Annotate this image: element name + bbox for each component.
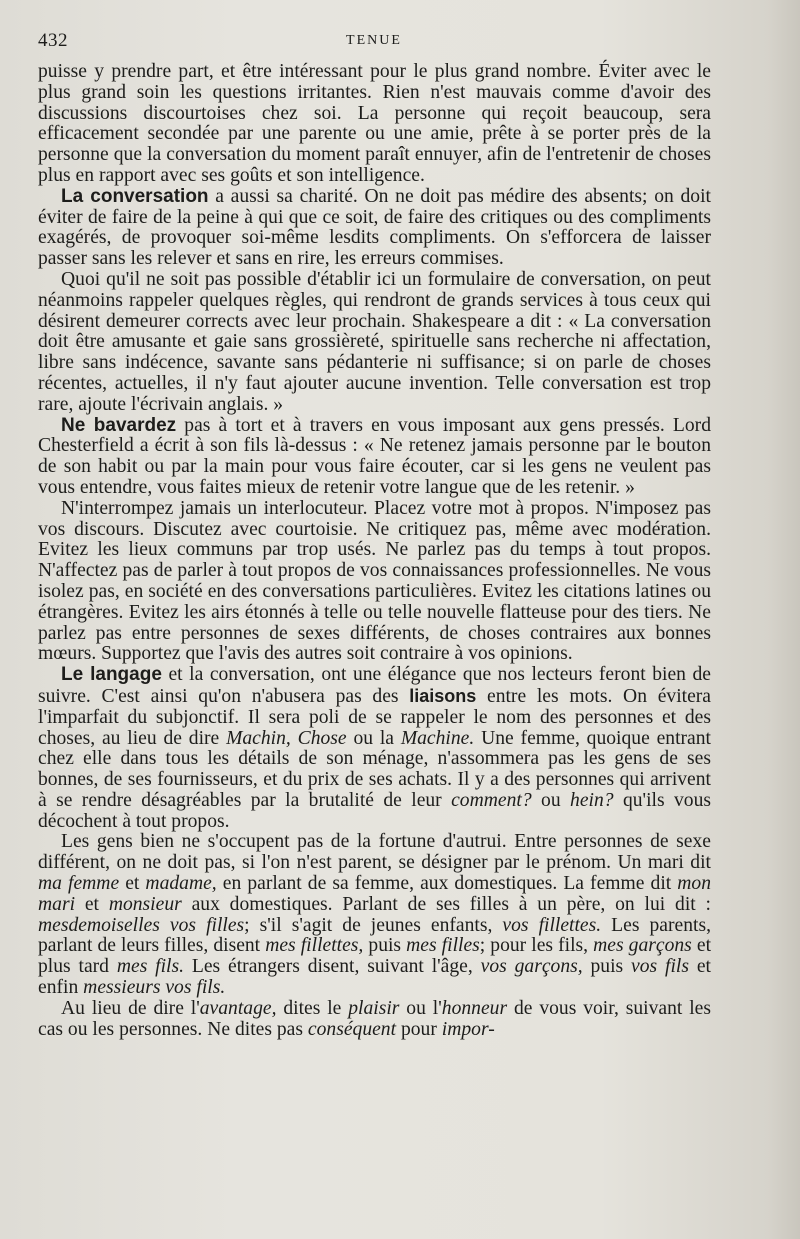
italic-term: mes fillettes, (265, 935, 364, 957)
italic-term: plaisir (348, 997, 400, 1019)
bold-term: liaisons (409, 685, 477, 706)
paragraph (38, 416, 711, 499)
paragraph-lead-heading: Le langage (61, 664, 162, 686)
italic-term: mes fils. (116, 956, 185, 978)
text-run: ou l' (399, 997, 442, 1019)
text-run: ; pour les fils, (479, 935, 594, 957)
text-run: entre les mots. On évitera l'imparfait du subjonctif. Il sera poli de se rappeler le nom des personnes et des choses, au lieu de dire (38, 685, 712, 749)
text-run: ou (531, 789, 571, 811)
italic-term: mes filles (406, 935, 480, 957)
italic-term: vos fillettes. (502, 914, 602, 936)
text-run: Les gens bien ne s'occupent pas de la fortune d'autrui. Entre personnes de sexe différent, on ne doit pas, si l'on n'est parent, se désigner par le prénom. Un mari dit (38, 831, 711, 874)
italic-term: mon mari (38, 873, 712, 915)
italic-term: comment? (451, 789, 532, 811)
italic-term: monsieur (108, 893, 182, 915)
italic-term: mesdemoiselles vos filles (38, 914, 245, 936)
italic-term: impor- (441, 1018, 495, 1040)
text-run: puis (363, 935, 407, 957)
italic-term: mes garçons (593, 935, 692, 957)
paragraph (38, 62, 711, 187)
text-run: pas à tort et à travers en vous imposant aux gens pressés. Lord Chesterfield a écrit à son fils là-dessus : « Ne retenez jamais personne par le bouton de son habit ou par la main pour vous faire écouter, car si les gens ne veulent pas vous entendre, vous faites mieux de retenir votre langue que de les retenir. » (38, 414, 711, 498)
text-run: Les parents, parlant de leurs filles, disent (38, 914, 711, 957)
page-number: 432 (38, 30, 68, 51)
text-run: Les étrangers disent, suivant l'âge, (184, 956, 481, 978)
text-run: aux domestiques. Parlant de ses filles à un père, on lui dit : (181, 893, 711, 915)
paragraph (38, 665, 711, 832)
text-run: et (75, 893, 109, 915)
italic-term: honneur (441, 997, 508, 1019)
italic-term: vos fils (631, 956, 689, 978)
paragraph (38, 832, 711, 998)
text-run: Une femme, quoique entrant chez elle dans tous les détails de son ménage, n'assommera pas les gens de ses bonnes, de ses fournisseurs, et du prix de ses achats. Il y a des personnes qui arrivent à se rendre désagréables par la brutalité de leur (38, 727, 711, 811)
text-run: Quoi qu'il ne soit pas possible d'établir ici un formulaire de conversation, on peut néanmoins rappeler quelques règles, qui rendront de grands services à tous ceux qui désirent demeurer corrects avec leur prochain. Shakespeare a dit : « La conversation doit être amusante et gaie sans grossièreté, spirituelle sans recherche ni affectation, libre sans indécence, savante sans pédanterie ni suffisance; si on parle de choses récentes, actuelles, il n'y faut ajouter aucune invention. Telle conversation est trop rare, ajoute l'écrivain anglais. » (38, 268, 711, 415)
paragraph-lead-heading: La conversation (61, 185, 209, 207)
running-title: TENUE (346, 33, 402, 48)
italic-term: Machine. (400, 727, 475, 749)
page-header (38, 30, 710, 54)
italic-term: conséquent (307, 1018, 397, 1040)
text-run: dites le (276, 997, 349, 1019)
italic-term: vos garçons, (480, 956, 583, 978)
text-run: puisse y prendre part, et être intéressant pour le plus grand nombre. Éviter avec le plus grand soin les questions irritantes. Rien n'est mauvais comme d'avoir des discussions discourtoises chez soi. La personne qui reçoit beaucoup, sera efficacement secondée par une parente ou une amie, prête à se porter près de la personne que la conversation du moment paraît ennuyer, afin de l'entretenir de choses plus en rapport avec ses goûts et son intelligence. (38, 61, 711, 186)
text-run: a aussi sa charité. On ne doit pas médire des absents; on doit éviter de faire de la peine à qui que ce soit, de faire des critiques ou des compliments exagérés, de provoquer soi-même lesdits compliments. On s'efforcera de laisser passer sans les relever et sans en rire, les erreurs commises. (38, 185, 711, 270)
italic-term: messieurs vos fils. (83, 977, 226, 999)
text-run: et enfin (38, 956, 711, 999)
italic-term: Machin, Chose (226, 727, 347, 749)
text-run: et plus tard (38, 935, 712, 978)
text-run: et la conversation, ont une élégance que nos lecteurs feront bien de suivre. C'est ainsi qu'on n'abusera pas des (38, 664, 712, 707)
italic-term: ma femme (38, 873, 120, 895)
italic-term: avantage, (199, 997, 277, 1019)
text-run: ; s'il s'agit de jeunes enfants, (244, 914, 503, 936)
text-run: ou la (346, 727, 401, 749)
text-run: qu'ils vous décochent à tout propos. (38, 789, 712, 832)
text-run: pour (396, 1018, 442, 1040)
paragraph (38, 187, 711, 270)
text-run: de vous voir, suivant les cas ou les personnes. Ne dites pas (38, 997, 711, 1040)
paragraph-lead-heading: Ne bavardez (61, 414, 177, 436)
text-run: Au lieu de dire l' (61, 997, 200, 1019)
italic-term: madame, (145, 873, 217, 895)
text-run: N'interrompez jamais un interlocuteur. Placez votre mot à propos. N'imposez pas vos discours. Discutez avec courtoisie. Ne critiquez pas, même avec modération. Evitez les lieux communs par trop usés. Ne parlez pas du temps à tout propos. N'affectez pas de parler à tout propos de vos connaissances professionnelles. Ne vous isolez pas, en société en des conversations particulières. Evitez les citations latines ou étrangères. Evitez les airs étonnés à telle ou telle nouvelle flatteuse pour des tiers. Ne parlez pas entre personnes de sexes différents, de choses contraires aux bonnes mœurs. Supportez que l'avis des autres soit contraire à vos opinions. (38, 497, 711, 665)
body-text (38, 62, 711, 1040)
text-run: et (119, 873, 146, 895)
paragraph (38, 270, 711, 416)
text-run: en parlant de sa femme, aux domestiques. La femme dit (216, 873, 678, 895)
text-run: puis (582, 956, 632, 978)
italic-term: hein? (570, 789, 614, 811)
paragraph (38, 999, 711, 1041)
paragraph (38, 499, 711, 665)
